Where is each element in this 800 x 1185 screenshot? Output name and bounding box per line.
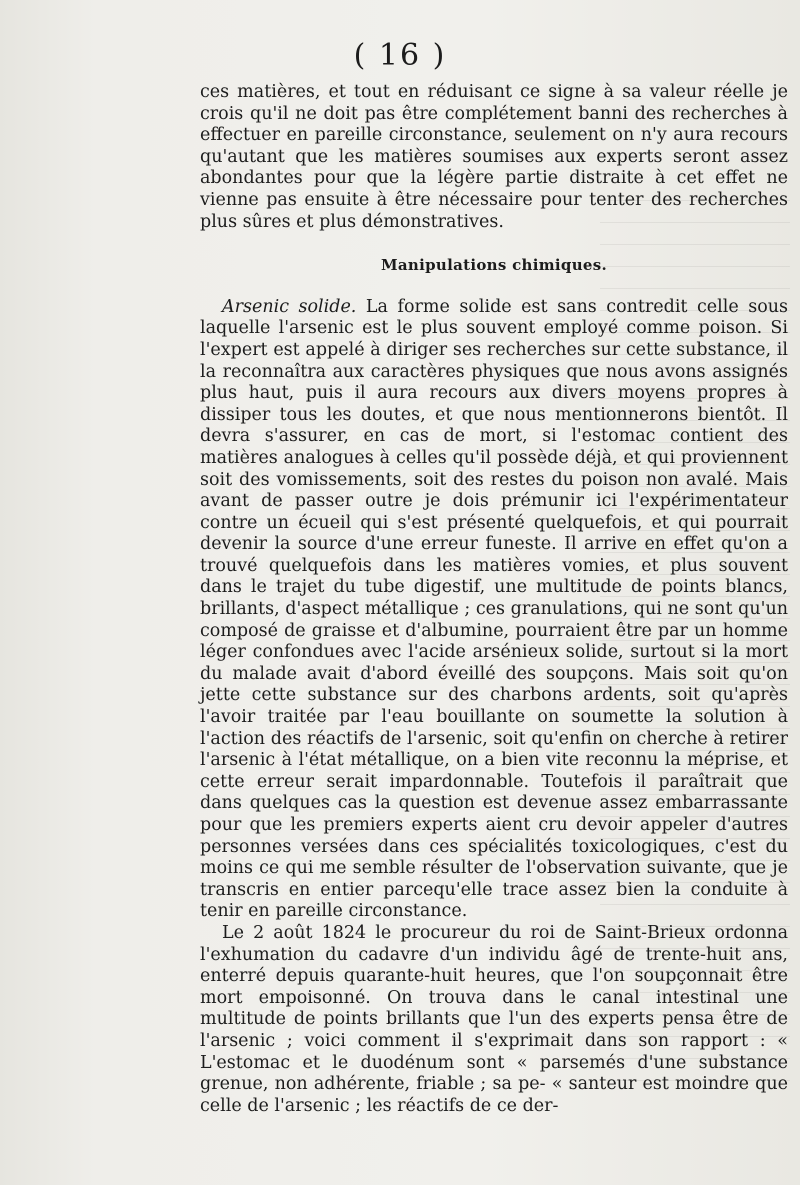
arsenic-paragraph-text: La forme solide est sans contredit celle sous laquelle l'arsenic est le plus souvent employé comme poison. Si l'expert est appelé à diriger ses recherches sur cette substance, il la reconnaîtra aux caractères physiques que nous avons assignés plus haut, puis il aura recours aux divers moyens propres à dissiper tous les doutes, et que nous mentionnerons bientôt. Il devra s'assurer, en cas de mort, si l'estomac contient des matières analogues à celles qu'il possède déjà, et qui proviennent soit des vomissements, soit des restes du poison non avalé. Mais avant de passer outre je dois prémunir ici l'expérimentateur contre un écueil qui s'est présenté quelquefois, et qui pourrait devenir la source d'une erreur funeste. Il arrive en effet qu'on a trouvé quelquefois dans les matières vomies, et plus souvent dans le trajet du tube digestif, une multitude de points blancs, brillants, d'aspect métallique ; ces granulations, qui ne sont qu'un composé de graisse et d'albumine, pourraient être par un homme léger confondues avec l'acide arsénieux solide, surtout si la mort du malade avait d'abord éveillé des soupçons. Mais soit qu'on jette cette substance sur des charbons ardents, soit qu'après l'avoir traitée par l'eau bouillante on soumette la solution à l'action des réactifs de l'arsenic, soit qu'enfin on cherche à retirer l'arsenic à l'état métallique, on a bien vite reconnu la méprise, et cette erreur serait impardonnable. Toutefois il paraîtrait que dans quelques cas la question est devenue assez embarrassante pour que les premiers experts aient cru devoir appeler d'autres personnes versées dans ces spécialités toxicologiques, c'est du moins ce qui me semble résulter de l'observation suivante, que je transcris en entier parcequ'elle trace assez bien la conduite à tenir en pareille circonstance.: [200, 296, 788, 922]
arsenic-paragraph: [200, 297, 788, 923]
case-paragraph: Le 2 août 1824 le procureur du roi de Saint-Brieux ordonna l'exhumation du cadavre d'un individu âgé de trente-huit ans, enterré depuis quarante-huit heures, que l'on soupçonnait être mort empoisonné. On trouva dans le canal intestinal une multitude de points brillants que l'un des experts pensa être de l'arsenic ; voici comment il s'exprimait dans son rapport : « L'estomac et le duodénum sont « parsemés d'une substance grenue, non adhérente, friable ; sa pe- « santeur est moindre que celle de l'arsenic ; les réactifs de ce der-: [200, 922, 788, 1116]
intro-paragraph: ces matières, et tout en réduisant ce signe à sa valeur réelle je crois qu'il ne doit pas être complétement banni des recherches à effectuer en pareille circonstance, seulement on n'y aura recours qu'autant que les matières soumises aux experts seront assez abondantes pour que la légère partie distraite à cet effet ne vienne pas ensuite à être nécessaire pour tenter des recherches plus sûres et plus démonstratives.: [200, 82, 788, 232]
section-heading: Manipulations chimiques.: [380, 256, 608, 275]
page-number: ( 16 ): [353, 38, 447, 73]
page-body: [200, 82, 788, 1117]
arsenic-lead: Arsenic solide.: [222, 296, 357, 317]
